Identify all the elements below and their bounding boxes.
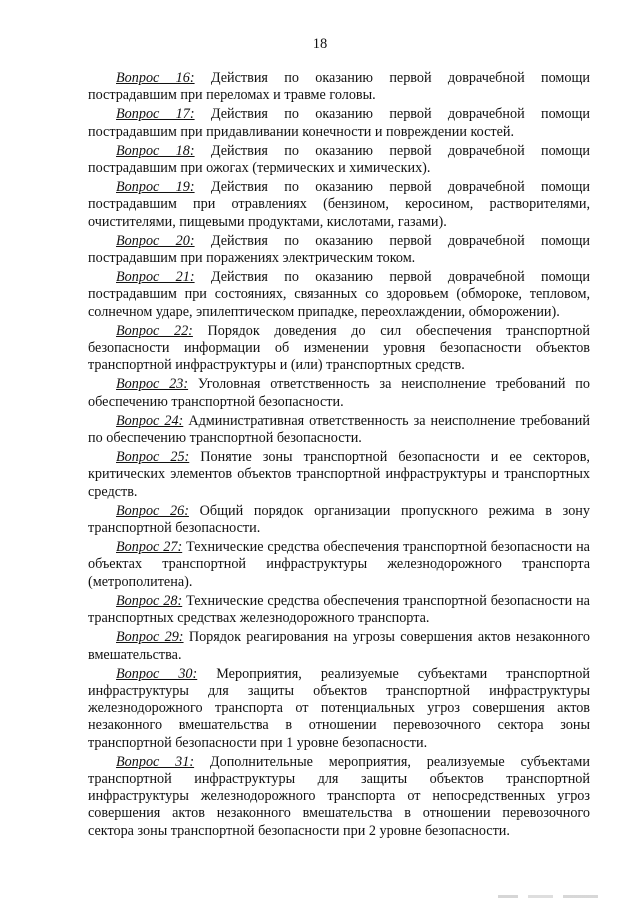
question-text: Действия по оказанию первой доврачебной помощи пострадавшим при отравлениях (бензином, керосином, растворителями, очистителями, пищевыми продуктами, кислотами, газами).: [88, 179, 590, 230]
question-label: Вопрос 18:: [116, 142, 195, 159]
question-label: Вопрос 29:: [116, 629, 184, 646]
question-text: Технические средства обеспечения транспортной безопасности на транспортных средствах железнодорожного транспорта.: [88, 592, 590, 627]
question-24: [88, 413, 590, 447]
question-label: Вопрос 24:: [116, 412, 184, 429]
question-text: Порядок реагирования на угрозы совершения актов незаконного вмешательства.: [88, 629, 590, 663]
question-label: Вопрос 22:: [116, 322, 193, 339]
question-text: Общий порядок организации пропускного режима в зону транспортной безопасности.: [88, 502, 590, 537]
question-text: Административная ответственность за неисполнение требований по обеспечению транспортной безопасности.: [88, 412, 590, 447]
scan-artifact: [498, 895, 598, 898]
question-18: [88, 143, 590, 177]
question-text: Уголовная ответственность за неисполнение требований по обеспечению транспортной безопасности.: [88, 376, 590, 410]
question-30: [88, 666, 590, 752]
page-number: 18: [312, 36, 328, 52]
question-text: Действия по оказанию первой доврачебной помощи пострадавшим при ожогах (термических и химических).: [88, 142, 590, 177]
question-28: [88, 593, 590, 627]
question-label: Вопрос 20:: [116, 232, 195, 249]
question-label: Вопрос 31:: [116, 753, 195, 770]
question-label: Вопрос 19:: [116, 179, 195, 196]
question-22: [88, 323, 590, 375]
question-label: Вопрос 30:: [116, 665, 198, 682]
question-17: [88, 106, 590, 140]
question-text: Порядок доведения до сил обеспечения транспортной безопасности информации об изменении уровня безопасности объектов транспортной инфраструктуры и (или) транспортных средств.: [88, 322, 590, 374]
question-16: [88, 70, 590, 104]
question-27: [88, 539, 590, 591]
question-label: Вопрос 28:: [116, 592, 183, 609]
question-label: Вопрос 23:: [116, 376, 189, 393]
question-label: Вопрос 16:: [116, 70, 195, 86]
question-text: Дополнительные мероприятия, реализуемые субъектами транспортной инфраструктуры для защиты объектов транспортной инфраструктуры железнодорожного транспорта от непосредственных угроз совершения актов незаконного вмешательства в отношении перевозочного сектора зоны транспортной безопасности при 2 уровне безопасности.: [88, 753, 590, 839]
question-29: [88, 629, 590, 663]
question-26: [88, 503, 590, 537]
question-31: [88, 754, 590, 840]
question-text: Действия по оказанию первой доврачебной помощи пострадавшим при переломах и травме головы.: [88, 70, 590, 104]
question-text: Понятие зоны транспортной безопасности и ее секторов, критических элементов объектов транспортной инфраструктуры и транспортных средств.: [88, 449, 590, 500]
question-25: [88, 449, 590, 501]
questions-list: [88, 70, 590, 842]
question-text: Технические средства обеспечения транспортной безопасности на объектах транспортной инфраструктуры железнодорожного транспорта (метрополитена).: [88, 539, 590, 590]
question-label: Вопрос 17:: [116, 106, 195, 123]
question-23: [88, 376, 590, 410]
question-text: Действия по оказанию первой доврачебной помощи пострадавшим при придавливании конечности и повреждении костей.: [88, 106, 590, 140]
question-text: Действия по оказанию первой доврачебной помощи пострадавшим при поражениях электрическим током.: [88, 232, 590, 267]
question-19: [88, 179, 590, 231]
question-20: [88, 233, 590, 267]
question-21: [88, 269, 590, 321]
question-label: Вопрос 26:: [116, 502, 189, 519]
question-label: Вопрос 21:: [116, 269, 195, 286]
question-label: Вопрос 27:: [116, 539, 183, 556]
question-text: Действия по оказанию первой доврачебной помощи пострадавшим при состояниях, связанных со здоровьем (обмороке, тепловом, солнечном ударе, эпилептическом припадке, переохлаждении, обморожении).: [88, 269, 590, 320]
question-text: Мероприятия, реализуемые субъектами транспортной инфраструктуры для защиты объектов транспортной инфраструктуры железнодорожного транспорта от потенциальных угроз совершения актов незаконного вмешательства в отношении перевозочного сектора зоны транспортной безопасности при 1 уровне безопасности.: [88, 665, 590, 751]
question-label: Вопрос 25:: [116, 449, 190, 466]
